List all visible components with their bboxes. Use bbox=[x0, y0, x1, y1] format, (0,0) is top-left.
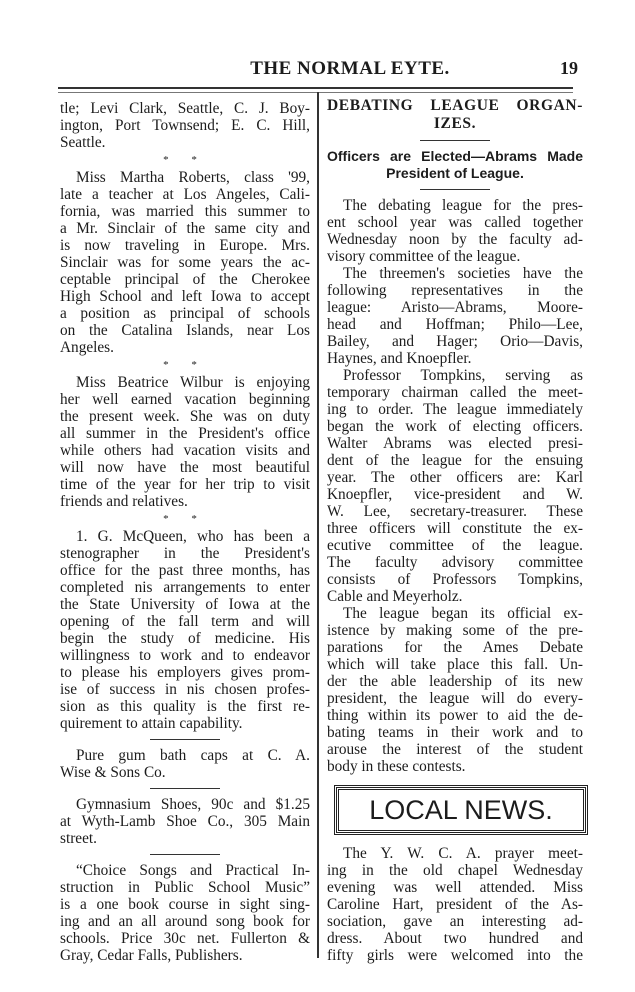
text-line: ecutive committee of the league. bbox=[327, 537, 583, 554]
paragraph bbox=[60, 862, 310, 964]
section-heading-local-news: LOCAL NEWS. bbox=[336, 787, 586, 833]
text-line: the State University of Iowa at the bbox=[60, 596, 310, 613]
text-line: begin the study of medicine. His bbox=[60, 630, 310, 647]
text-line: willingness to work and to endeavor bbox=[60, 647, 310, 664]
text-line: ceptable principal of the Cherokee bbox=[60, 271, 310, 288]
text-line: ington, Port Townsend; E. C. Hill, bbox=[60, 117, 310, 134]
text-line: The debating league for the pres- bbox=[343, 197, 583, 214]
text-line: ise of success in nis chosen profes- bbox=[60, 681, 310, 698]
text-line: Haynes, and Knoepfler. bbox=[327, 350, 472, 367]
paragraph bbox=[60, 374, 310, 510]
text-line: arouse the interest of the student bbox=[327, 741, 583, 758]
section-separator-stars: * * bbox=[163, 154, 207, 166]
text-line: year. The other officers are: Karl bbox=[327, 469, 583, 486]
text-line: time of the year for her trip to visit bbox=[60, 476, 310, 493]
text-line: street. bbox=[60, 830, 97, 847]
text-line: Bailey, and Hager; Orio—Davis, bbox=[327, 333, 583, 350]
text-line: IZES. bbox=[433, 115, 477, 132]
text-line: fifty girls were welcomed into the bbox=[327, 947, 583, 964]
text-line: Wise & Sons Co. bbox=[60, 764, 166, 781]
text-line: Cable and Meyerholz. bbox=[327, 588, 463, 605]
text-line: Pure gum bath caps at C. A. bbox=[76, 747, 310, 764]
text-line: evening was well attended. Miss bbox=[327, 879, 583, 896]
text-line: temporary chairman called the meet- bbox=[327, 384, 583, 401]
text-line: der the able leadership of its new bbox=[327, 673, 583, 690]
text-line: The Y. W. C. A. prayer meet- bbox=[343, 845, 583, 862]
paragraph bbox=[327, 367, 583, 605]
text-line: will now have the most beautiful bbox=[60, 459, 310, 476]
text-line: dress. About two hundred and bbox=[327, 930, 583, 947]
divider-rule bbox=[150, 739, 220, 740]
text-line: ing and an all around song book for bbox=[60, 913, 310, 930]
column-divider bbox=[317, 92, 319, 958]
text-line: 1. G. McQueen, who has been a bbox=[76, 528, 310, 545]
text-line: Miss Beatrice Wilbur is enjoying bbox=[76, 374, 310, 391]
article-subheadline bbox=[327, 148, 583, 182]
text-line: The league began its official ex- bbox=[343, 605, 583, 622]
right-column bbox=[327, 97, 583, 964]
text-line: tle; Levi Clark, Seattle, C. J. Boy- bbox=[60, 100, 310, 117]
text-line: “Choice Songs and Practical In- bbox=[76, 862, 310, 879]
text-line: while others had vacation visits and bbox=[60, 442, 310, 459]
text-line: all summer in the President's office bbox=[60, 425, 310, 442]
text-line: is a one book course in sight sing- bbox=[60, 896, 310, 913]
text-line: on the Catalina Islands, near Los bbox=[60, 322, 310, 339]
text-line: ing to order. The league immediately bbox=[327, 401, 583, 418]
header-rule bbox=[58, 87, 573, 93]
text-line: Professor Tompkins, serving as bbox=[343, 367, 583, 384]
text-line: opening of the fall term and will bbox=[60, 613, 310, 630]
text-line: head and Hoffman; Philo—Lee, bbox=[327, 316, 583, 333]
text-line: Miss Martha Roberts, class '99, bbox=[76, 169, 310, 186]
text-line: Officers are Elected—Abrams Made bbox=[327, 148, 583, 164]
text-line: began the work of electing officers. bbox=[327, 418, 583, 435]
text-line: DEBATING LEAGUE ORGAN- bbox=[327, 97, 583, 114]
text-line: following representatives in the bbox=[327, 282, 583, 299]
paragraph bbox=[60, 796, 310, 847]
text-line: struction in Public School Music” bbox=[60, 879, 310, 896]
text-line: The faculty advisory committee bbox=[327, 554, 583, 571]
left-column bbox=[60, 100, 310, 964]
text-line: Walter Abrams was elected presi- bbox=[327, 435, 583, 452]
text-line: Caroline Hart, president of the As- bbox=[327, 896, 583, 913]
page-title: THE NORMAL EYTE. bbox=[250, 58, 450, 79]
section-separator-stars: * * bbox=[163, 513, 207, 525]
paragraph bbox=[327, 265, 583, 367]
text-line: the present week. She was on duty bbox=[60, 408, 310, 425]
paragraph bbox=[60, 169, 310, 356]
divider-rule bbox=[150, 854, 220, 855]
text-line: stenographer in the President's bbox=[60, 545, 310, 562]
page-number: 19 bbox=[560, 58, 578, 78]
text-line: a Mr. Sinclair of the same city and bbox=[60, 220, 310, 237]
text-line: istence by making some of the pre- bbox=[327, 622, 583, 639]
text-line: High School and left Iowa to accept bbox=[60, 288, 310, 305]
text-line: to please his employers gives prom- bbox=[60, 664, 310, 681]
divider-rule bbox=[420, 140, 490, 141]
text-line: fornia, was married this summer to bbox=[60, 203, 310, 220]
text-line: league: Aristo—Abrams, Moore- bbox=[327, 299, 583, 316]
text-line: at Wyth-Lamb Shoe Co., 305 Main bbox=[60, 813, 310, 830]
divider-rule bbox=[420, 189, 490, 190]
text-line: which will take place this fall. Un- bbox=[327, 656, 583, 673]
text-line: body in these contests. bbox=[327, 758, 466, 775]
section-separator-stars: * * bbox=[163, 359, 207, 371]
paragraph bbox=[60, 528, 310, 732]
text-line: Angeles. bbox=[60, 339, 114, 356]
text-line: president, the league will do every- bbox=[327, 690, 583, 707]
text-line: quirement to attain capability. bbox=[60, 715, 243, 732]
text-line: Sinclair was for some years the ac- bbox=[60, 254, 310, 271]
paragraph bbox=[327, 845, 583, 964]
text-line: The threemen's societies have the bbox=[343, 265, 583, 282]
text-line: her well earned vacation beginning bbox=[60, 391, 310, 408]
text-line: W. Lee, secretary-treasurer. These bbox=[327, 503, 583, 520]
text-line: friends and relatives. bbox=[60, 493, 188, 510]
text-line: Wednesday noon by the faculty ad- bbox=[327, 231, 583, 248]
paragraph bbox=[60, 100, 310, 151]
text-line: sion as this quality is the first re- bbox=[60, 698, 310, 715]
text-line: visory committee of the league. bbox=[327, 248, 521, 265]
text-line: thing within its power to aid the de- bbox=[327, 707, 583, 724]
paragraph bbox=[327, 197, 583, 265]
text-line: is now traveling in Europe. Mrs. bbox=[60, 237, 310, 254]
text-line: Knoepfler, vice-president and W. bbox=[327, 486, 583, 503]
text-line: office for the past three months, has bbox=[60, 562, 310, 579]
paragraph bbox=[60, 747, 310, 781]
text-line: Gray, Cedar Falls, Publishers. bbox=[60, 947, 243, 964]
text-line: bating teams in their work and to bbox=[327, 724, 583, 741]
text-line: Seattle. bbox=[60, 134, 106, 151]
divider-rule bbox=[150, 788, 220, 789]
text-line: sociation, gave an interesting ad- bbox=[327, 913, 583, 930]
text-line: late a teacher at Los Angeles, Cali- bbox=[60, 186, 310, 203]
text-line: Gymnasium Shoes, 90c and $1.25 bbox=[76, 796, 310, 813]
text-line: schools. Price 30c net. Fullerton & bbox=[60, 930, 310, 947]
article-headline bbox=[327, 97, 583, 133]
text-line: consists of Professors Tompkins, bbox=[327, 571, 583, 588]
text-line: dent of the league for the ensuing bbox=[327, 452, 583, 469]
text-line: ent school year was called together bbox=[327, 214, 583, 231]
text-line: President of League. bbox=[386, 165, 524, 181]
text-line: three officers will constitute the ex- bbox=[327, 520, 583, 537]
text-line: parations for the Ames Debate bbox=[327, 639, 583, 656]
text-line: a position as principal of schools bbox=[60, 305, 310, 322]
paragraph bbox=[327, 605, 583, 775]
text-line: ing in the old chapel Wednesday bbox=[327, 862, 583, 879]
text-line: completed nis arrangements to enter bbox=[60, 579, 310, 596]
